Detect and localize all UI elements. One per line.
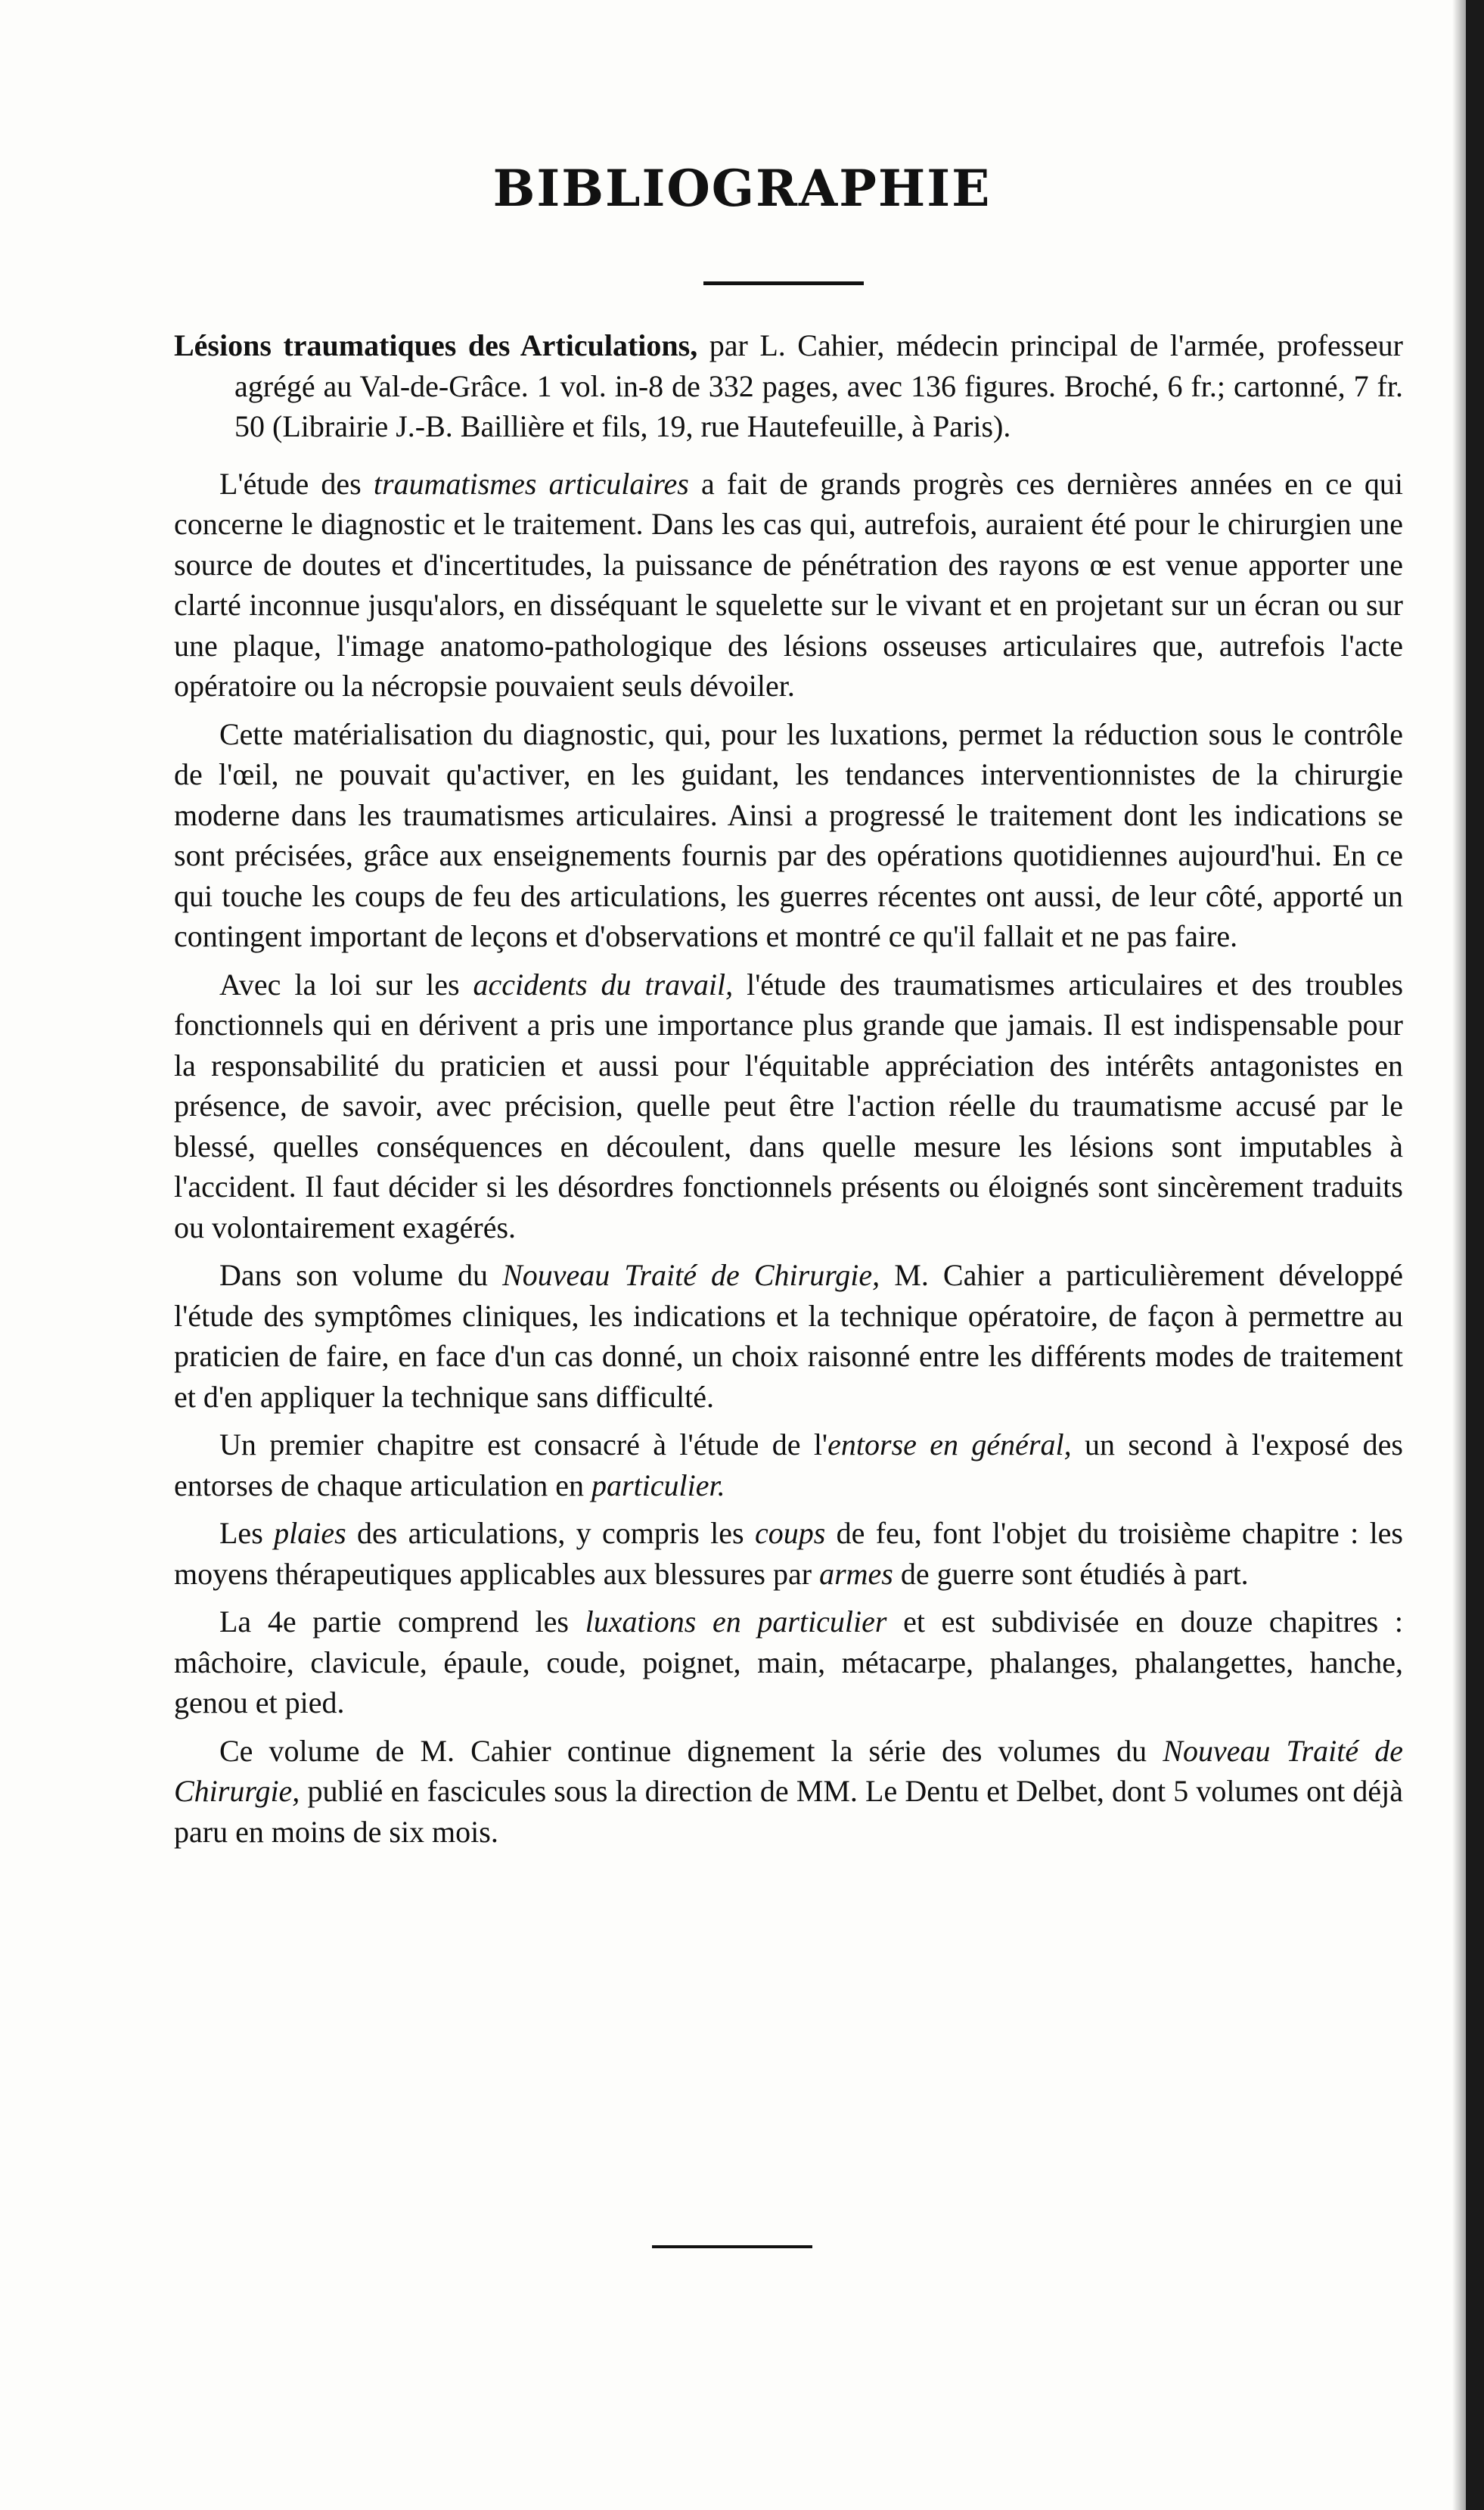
text: M. Cahier a particulièrement développé l'étude des symptômes cliniques, les indications et la technique opératoire, de façon à permettre au praticien de faire, en face d'un cas donné, un choix raisonné entre les différents modes de traitement et d'en appliquer la technique sans difficulté. (174, 1258, 1404, 1414)
text: Dans son volume du (219, 1258, 503, 1292)
article-body (174, 325, 1403, 1859)
scan-edge-shadow (1452, 0, 1466, 2510)
text: de guerre sont étudiés à part. (893, 1556, 1249, 1591)
emphasis: accidents du travail, (473, 967, 734, 1002)
paragraph-2 (174, 714, 1403, 957)
paragraph-8 (174, 1731, 1403, 1853)
text: de feu, font l'objet du troisième chapitre : les moyens thérapeutiques applicables aux blessures par (174, 1516, 1403, 1591)
closing-rule (652, 2245, 812, 2248)
text: La 4e partie comprend les (219, 1604, 585, 1639)
paragraph-4 (174, 1255, 1403, 1417)
text: un second à l'exposé des entorses de chaque articulation en (174, 1427, 1403, 1502)
text: a fait de grands progrès ces dernières années en ce qui concerne le diagnostic et le traitement. Dans les cas qui, autrefois, auraient été pour le chirurgien une source de doutes et d'incertitudes, la puissance de pénétration des rayons œ est venue apporter une clarté inconnue jusqu'alors, en disséquant le squelette sur le vivant et en projetant sur un écran ou sur une plaque, l'image anatomo-pathologique des lésions osseuses articulaires que, autrefois l'acte opératoire ou la nécropsie pouvaient seuls dévoiler. (174, 466, 1403, 703)
text: Les (219, 1516, 275, 1550)
emphasis: Nouveau Traité de Chirurgie, (174, 1733, 1403, 1808)
text: L'étude des (219, 466, 374, 501)
emphasis: Nouveau Traité de Chirurgie, (502, 1258, 880, 1292)
emphasis: traumatismes articulaires (373, 466, 689, 501)
text: Avec la loi sur les (219, 967, 473, 1002)
text: l'étude des traumatismes articulaires et des troubles fonctionnels qui en dérivent a pris une importance plus grande que jamais. Il est indispensable pour la responsabilité du praticien et aussi pour l'équitable appréciation des intérêts antagonistes en présence, de savoir, avec précision, quelle peut être l'action réelle du traumatisme accusé par le blessé, quelles conséquences en découlent, dans quelle mesure les lésions sont imputables à l'accident. Il faut décider si les désordres fonctionnels présents ou éloignés sont sincèrement traduits ou volontairement exagérés. (174, 967, 1404, 1244)
paragraph-7 (174, 1601, 1403, 1723)
text: publié en fascicules sous la direction de MM. Le Dentu et Delbet, dont 5 volumes ont déjà paru en moins de six mois. (174, 1774, 1403, 1849)
scan-edge (1466, 0, 1484, 2510)
emphasis: coups (754, 1516, 826, 1550)
text: Cette matérialisation du diagnostic, qui, pour les luxations, permet la réduction sous le contrôle de l'œil, ne pouvait qu'activer, en les guidant, les tendances interventionnistes de la chirurgie moderne dans les traumatismes articulaires. Ainsi a progressé le traitement dont les indications se sont précisées, grâce aux enseignements fournis par des opérations quotidiennes aujourd'hui. En ce qui touche les coups de feu des articulations, les guerres récentes ont aussi, de leur côté, apporté un contingent important de leçons et d'observations et montré ce qu'il fallait et ne pas faire. (174, 716, 1403, 953)
emphasis: plaies (274, 1516, 346, 1550)
emphasis: armes (819, 1556, 893, 1591)
text: des articulations, y compris les (346, 1516, 755, 1550)
title-rule (703, 281, 864, 285)
emphasis: entorse en général, (827, 1427, 1072, 1462)
text: Un premier chapitre est consacré à l'étude de l' (219, 1427, 828, 1462)
emphasis: particulier. (591, 1468, 725, 1502)
paragraph-6 (174, 1513, 1403, 1594)
book-title: Lésions traumatiques des Articulations, (174, 328, 698, 362)
text: et est subdivisée en douze chapitres : mâchoire, clavicule, épaule, coude, poignet, main, métacarpe, phalanges, phalangettes, hanche, genou et pied. (174, 1604, 1403, 1719)
book-details: par L. Cahier, médecin principal de l'armée, professeur agrégé au Val-de-Grâce. 1 vol. in-8 de 332 pages, avec 136 figures. Broché, 6 fr.; cartonné, 7 fr. 50 (Librairie J.-B. Baillière et fils, 19, rue Hautefeuille, à Paris). (234, 328, 1403, 443)
text: Ce volume de M. Cahier continue dignement la série des volumes du (219, 1733, 1163, 1768)
book-citation (174, 325, 1403, 447)
page-title: BIBLIOGRAPHIE (492, 159, 992, 218)
paragraph-3 (174, 965, 1403, 1248)
paragraph-5 (174, 1424, 1403, 1505)
emphasis: luxations en particulier (585, 1604, 887, 1639)
paragraph-1 (174, 464, 1403, 707)
